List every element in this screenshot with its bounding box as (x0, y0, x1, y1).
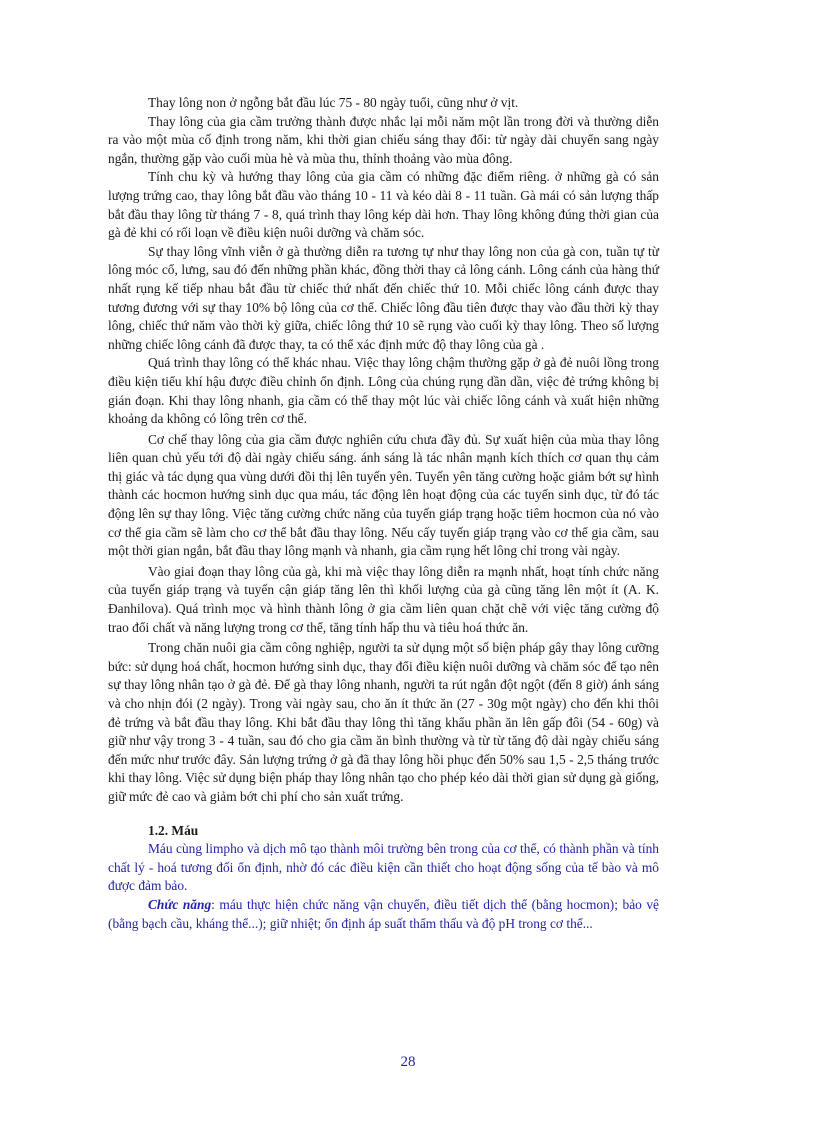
section-heading-blood: 1.2. Máu (148, 822, 199, 838)
paragraph-molt-mechanism: Cơ chế thay lông của gia cầm được nghiên cứu chưa đầy đủ. Sự xuất hiện của mùa thay lông liên quan chủ yếu tới độ dài ngày chiếu sáng. ánh sáng là tác nhân mạnh kích thích cơ quan thụ cảm thị giác và tác dụng qua vùng dưới đồi thị lên tuyến yên. Tuyến yên tăng cường hoặc giảm bớt sự hình thành các hocmon hướng sinh dục qua máu, tác động lên hoạt động của các tuyến sinh dục, từ đó tác động lên sự thay lông. Việc tăng cường chức năng của tuyến giáp trạng hoặc tiêm hocmon của nó vào cơ thể gia cầm sẽ làm cho cơ thể bắt đầu thay lông. Nếu cấy tuyến giáp trạng vào cơ thể gia cầm, sau một thời gian ngắn, bắt đầu thay lông mạnh và nhanh, gia cầm rụng hết lông chỉ trong vài ngày. (108, 431, 659, 559)
paragraph-adult-molt: Thay lông của gia cầm trưởng thành được nhắc lại mỗi năm một lần trong đời và thường diễn ra vào một mùa cố định trong năm, khi thời gian chiếu sáng thay đổi: từ ngày dài chuyển sang ngày ngắn, thường gặp vào cuối mùa hè và mùa thu, thỉnh thoảng vào mùa đông. (108, 113, 659, 166)
paragraph-gosling-molt: Thay lông non ở ngỗng bắt đầu lúc 75 - 80 ngày tuổi, cũng như ở vịt. (148, 95, 519, 110)
document-page (108, 94, 659, 933)
paragraph-permanent-molt: Sự thay lông vĩnh viễn ở gà thường diễn ra tương tự như thay lông non của gà con, tuần tự từ lông móc cổ, lưng, sau đó đến những phần khác, đồng thời thay cả lông cánh. Lông cánh của hàng thứ nhất rụng kế tiếp nhau bắt đầu từ chiếc thứ nhất đến chiếc thứ 10. Mỗi chiếc lông cánh được thay tương đương với sự thay 10% bộ lông của cơ thể. Chiếc lông đầu tiên được thay vào đầu thời kỳ thay lông, chiếc thứ năm vào thời kỳ giữa, chiếc lông thứ 10 sẽ rụng vào cuối kỳ thay lông. Theo số lượng những chiếc lông cánh đã được thay, ta có thể xác định mức độ thay lông của gà . (108, 243, 659, 352)
paragraph-blood-function (108, 896, 659, 933)
paragraph-forced-molt: Trong chăn nuôi gia cầm công nghiệp, người ta sử dụng một số biện pháp gây thay lông cưỡng bức: sử dụng hoá chất, hocmon hướng sinh dục, thay đổi điều kiện nuôi dưỡng và chăm sóc để tạo nên sự thay lông nhân tạo ở gà đẻ. Để gà thay lông nhanh, người ta rút ngắn đột ngột (đến 8 giờ) ánh sáng và cho nhịn đói (2 ngày). Trong vài ngày sau, cho ăn ít thức ăn (27 - 30g một ngày) cho đến khi thôi đẻ trứng và bắt đầu thay lông. Khi bắt đầu thay lông thì tăng khẩu phần ăn lên gấp đôi (54 - 60g) và giữ như vậy trong 3 - 4 tuần, sau đó cho gia cầm ăn bình thường và từ từ tăng độ dài ngày chiếu sáng đến mức như trước đây. Sản lượng trứng ở gà đã thay lông hồi phục đến 50% sau 1,5 - 2,5 tháng trước khi thay lông. Việc sử dụng biện pháp thay lông nhân tạo cho phép kéo dài thời gian sử dụng gà giống, giữ mức đẻ cao và giảm bớt chi phí cho sản xuất trứng. (108, 640, 659, 804)
function-text: : máu thực hiện chức năng vận chuyển, điều tiết dịch thể (bằng hocmon); bảo vệ (bằng bạch cầu, kháng thể...); giữ nhiệt; ổn định áp suất thẩm thấu và độ pH trong cơ thể... (108, 896, 659, 931)
paragraph-blood-intro: Máu cùng limpho và dịch mô tạo thành môi trường bên trong của cơ thể, có thành phần và tính chất lý - hoá tương đối ổn định, nhờ đó các điều kiện cần thiết cho hoạt động sống của tế bào và mô được đảm bảo. (108, 841, 659, 894)
paragraph-molt-process: Quá trình thay lông có thể khác nhau. Việc thay lông chậm thường gặp ở gà đẻ nuôi lồng trong điều kiện tiểu khí hậu được điều chỉnh ổn định. Lông của chúng rụng dần dần, việc đẻ trứng không bị gián đoạn. Khi thay lông nhanh, gia cầm có thể thay một lúc vài chiếc lông cánh và xuất hiện những khoảng da không có lông trên cơ thể. (108, 355, 659, 427)
page-number: 28 (400, 1054, 416, 1070)
paragraph-molt-periodicity: Tính chu kỳ và hướng thay lông của gia cầm có những đặc điểm riêng. ở những gà có sản lượng trứng cao, thay lông bắt đầu vào tháng 10 - 11 và kéo dài 8 - 11 tuần. Gà mái có sản lượng thấp bắt đầu thay lông từ tháng 7 - 8, quá trình thay lông kép dài hơn. Thay lông không đúng thời gian của gà đẻ khi có rối loạn về điều kiện nuôi dưỡng và chăm sóc. (108, 169, 659, 241)
paragraph-molt-thyroid: Vào giai đoạn thay lông của gà, khi mà việc thay lông diễn ra mạnh nhất, hoạt tính chức năng của tuyến giáp trạng và tuyến cận giáp tăng lên thì khối lượng của gà cũng tăng lên một ít (A. K. Đanhilova). Quá trình mọc và hình thành lông ở gia cầm liên quan chặt chẽ với việc tăng cường độ trao đổi chất và năng lượng trong cơ thể, tăng tính hấp thu và tiêu hoá thức ăn. (108, 563, 659, 635)
function-term: Chức năng (148, 896, 212, 912)
